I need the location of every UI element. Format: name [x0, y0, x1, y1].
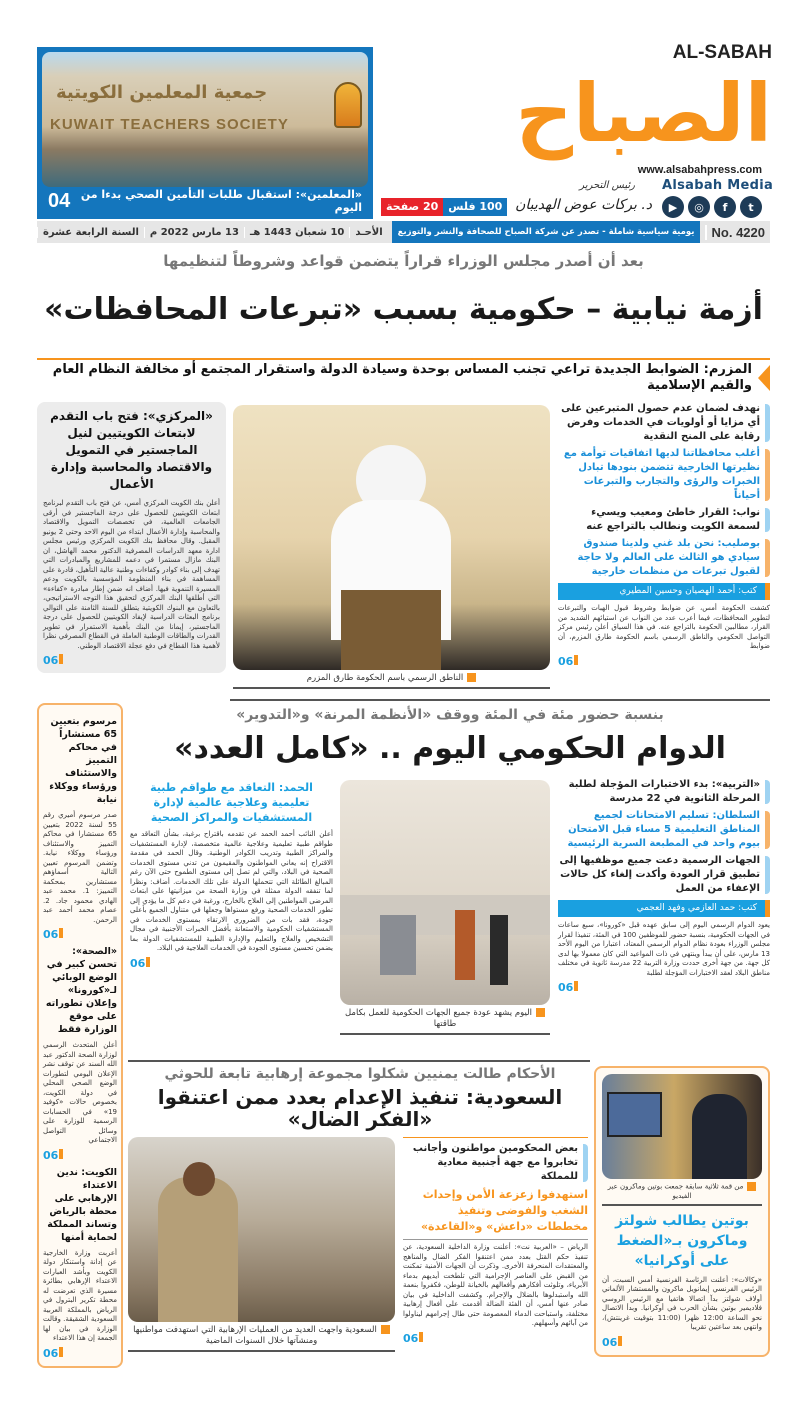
central-bank-body: أعلن بنك الكويت المركزي أمس، عن فتح باب التقدم لبرنامج ابتعاث الكويتيين للحصول على درجة الماجستير في أرقى الجامعات العالمية، في تخصصات التمويل والاقتصاد والمحاسبة وإدارة الأعمال ابتداء من اليوم الاحد وحتى 2 يونيو المقبل. وقال محافظ بنك الكويت المركزي ورئيس مجلس ادارة معهد الدراسات المصرفية الدكتور محمد الهاشل، ان البنك مازال مستمرا في دعمه للمشاريع والمبادرات التي تهدف إلى بناء كوادر وكفاءات وطنية عالية التأهيل، قادرة على المساهمة في بناء المنظومة المؤسسية بالكويت ودعم المسيرة التنموية فيها. أضاف انه ضمن إطار مبادرة «كفاءة» التي أطلقها البنك المركزي لتحقيق هذا التوجه الاستراتيجي، بالتعاون مع البنوك الكويتية يتطلق للسنة الثامنة على التوالي برنامج البعثات الدراسية لإيفاد الكويتيين للحصول على درجة الماجستير، إيمانا من البنك بأهمية الاستمرار في تطوير القدرات والطاقات الوطنية العاملة في القطاع المصرفي نظرا لأهمية هذا القطاع في دفع عجلة الاقتصاد الوطني. [43, 499, 220, 650]
central-bank-page-link[interactable]: 06 [43, 654, 220, 667]
dawam-photo [340, 780, 550, 1005]
teaser-sign-en: KUWAIT TEACHERS SOCIETY [50, 116, 289, 133]
editor-signature: د. بركات عوض الهديبان [515, 197, 652, 213]
price-box [381, 198, 507, 216]
dawam-column [558, 778, 770, 994]
lead-kicker: بعد أن أصدر مجلس الوزراء قراراً يتضمن قواعد وشروطاً لتنظيمها [163, 252, 644, 270]
divider [230, 699, 770, 701]
logo-english: AL-SABAH [672, 42, 772, 63]
saudi-kicker: الأحكام طالت يمنيين شكلوا مجموعة إرهابية تابعة للحوثي [164, 1066, 556, 1082]
lead-bullet: نواب: القرار خاطئ ومعيب ويسيء لسمعة الكويت ونطالب بالتراجع عنه [558, 506, 770, 534]
lead-headline[interactable]: أزمة نيابية – حكومية بسبب «تبرعات المحافظات» [44, 292, 763, 327]
dawam-headline[interactable]: الدوام الحكومي اليوم .. «كامل العدد» [174, 731, 726, 766]
saudi-photo-caption [128, 1322, 395, 1352]
saudi-subhead: بعض المحكومين مواطنون وأجانب تخابروا مع جهة أجنبية معادية للمملكة [403, 1142, 588, 1184]
teaser-sign-ar: جمعية المعلمين الكويتية [56, 82, 268, 103]
lead-photo-block [233, 405, 550, 689]
caption-text: الناطق الرسمي باسم الحكومة طارق المزرم [306, 673, 464, 683]
putin-box [594, 1066, 770, 1357]
triangle-marker-icon [758, 365, 770, 391]
lead-page-link[interactable]: 06 [558, 655, 770, 668]
price: 100 فلس [443, 198, 507, 216]
dawam-photo-block [340, 780, 550, 1035]
teaser-photo [42, 52, 368, 187]
lead-bullet: نهدف لضمان عدم حصول المتبرعين على أي مزايا أو أولويات في الخدمات وفرض رقابة على المنح النقدية [558, 402, 770, 444]
brief-title[interactable]: الكويت: ندين الاعتداء الإرهابي على محطة بالرياض وتساند المملكة لحماية أمنها [47, 1166, 117, 1243]
divider [128, 1060, 590, 1062]
hijri-date: 10 شعبان 1443 هـ [244, 227, 349, 238]
caption-text: من قمة ثلاثية سابقة جمعت بوتين وماكرون عبر الفيديو [607, 1182, 744, 1200]
brief-page-link[interactable]: 06 [43, 1149, 117, 1162]
dawam-page-link[interactable]: 06 [558, 981, 770, 994]
weekday: الأحـد [349, 227, 387, 238]
putin-page-link[interactable]: 06 [602, 1336, 762, 1349]
central-bank-box [37, 402, 226, 673]
dawam-bullet: السلطان: تسليم الامتحانات لجميع المناطق التعليمية 5 مساء قبل الامتحان بيوم واحد في المطبعة السرية الرئيسية [558, 809, 770, 851]
gregorian-date: 13 مارس 2022 م [144, 227, 244, 238]
website-url[interactable]: www.alsabahpress.com [637, 164, 762, 176]
saudi-photo-block [128, 1137, 395, 1352]
brief-page-link[interactable]: 06 [43, 928, 117, 941]
lead-photo-caption [233, 670, 550, 689]
sidebar-briefs [37, 703, 123, 1368]
facebook-icon[interactable]: f [714, 196, 736, 218]
dawam-kicker: بنسبة حضور مئة في المئة ووقف «الأنظمة المرنة» و«التدوير» [236, 707, 664, 723]
dawam-body: يعود الدوام الرسمي اليوم إلى سابق عهده قبل «كورونا»، سبع ساعات في الجهات الحكومية، بنسبة حضور للموظفين 100 في المئة، تنفيذا لقرار مجلس الوزراء بعودة نظام الدوام الرسمي المعتاد، اعتبارا من اليوم الأحد 13 مارس، على أن يبدأ وينتهي في ذات المواعيد التي كان معمولا بها لدى كل جهة. من جهة أخرى حددت وزارة التربية 22 مدرسة ثانوية في مختلف مناطق البلاد لعقد الاختبارات المؤجلة لطلبة [558, 921, 771, 977]
tagline: يومية سياسية شاملة - تصدر عن شركة الصباح للصحافة والنشر والتوزيع [392, 221, 701, 243]
dawam-bullet: الجهات الرسمية دعت جميع موظفيها إلى تطبيق قرار العودة وأكدت إلغاء كل حالات الإعفاء من العمل [558, 854, 770, 896]
dawam-byline: كتب: حمد العازمي وفهد العجمي [558, 900, 770, 917]
alhamad-page-link[interactable]: 06 [130, 957, 333, 970]
teaser-page-number: 04 [48, 189, 71, 212]
lead-subhead-bar [37, 358, 770, 396]
teaser-box[interactable] [37, 47, 373, 219]
lead-photo [233, 405, 550, 670]
dawam-bullet: «التربية»: بدء الاختبارات المؤجلة لطلبة المرحلة الثانوية في 22 مدرسة [558, 778, 770, 806]
central-bank-title[interactable]: «المركزي»: فتح باب التقدم لابتعاث الكويتيين لنيل الماجستير في التمويل والاقتصاد والمحاسبة وإدارة الأعمال [50, 409, 213, 491]
newspaper-logo [380, 42, 772, 177]
lead-body: كشفت الحكومة أمس، عن ضوابط وشروط قبول الهبات والتبرعات لتطوير المحافظات، فيما أعرب عدد من النواب عن استيائهم الشديد من القرار، مطالبين الحكومة بالتراجع عنه. في هذا السياق أعلن رئيس مركز التواصل الحكومي والناطق الرسمي باسم الحكومة طارق المزرم، أن ضوابط [558, 604, 770, 650]
alhamad-body: أعلن النائب أحمد الحمد عن تقدمه باقتراح برغبة، بشأن التعاقد مع طواقم طبية تعليمية وعلاجية عالمية متخصصة، لإدارة المستشفيات والمراكز الطبية وتدريب الكوادر الوطنية. وقال الحمد في مقدمة الاقتراح إنه يعاني المواطنون والمقيمون من تدني مستوى الخدمات الصحية في البلاد، والتي لم تصل إلى مستوى الطموح حتى الآن رغم المبالغ الطائلة التي تتحملها الدولة على تلك الخدمات. أضاف: ونظرا لما تنفقه الدولة ممثلة في وزارة الصحة من ميزانيتها على ابتعاث المرضى المواطنين إلى العلاج بالخارج، ورغبة في دعم كل ما يؤدي إلى تطور الخدمات الصحية ورفع مستواها وجعلها في متناول الجميع بأعلى جودة، فقد بات من الضروري الارتقاء بمستوى الخدمات في المستشفيات الحكومية والاستعانة بأفضل الخبرات الأجنبية في مجال التشخيص والعلاج والتعليم والإدارة الطبية للمستشفيات الدولة بما يضمن تحسين مستوى الجودة في الخدمات العلاجية في البلاد. [130, 830, 333, 952]
brief-title[interactable]: «الصحة»: تحسن كبير في الوضع الوبائي لـ«كورونا» وإعلان تطوراته على موقع الوزارة فقط [45, 946, 117, 1035]
editor-label: رئيس التحرير [579, 180, 635, 191]
logo-arabic: الصباح [515, 67, 772, 160]
brief-page-link[interactable]: 06 [43, 1347, 117, 1360]
alhamad-headline[interactable]: الحمد: التعاقد مع طواقم طبية تعليمية وعلاجية عالمية لإدارة المستشفيات والمراكز الصحية [150, 781, 313, 824]
brief-body: أعربت وزارة الخارجية عن إدانة واستنكار دولة الكويت وبأشد العبارات الاعتداء الإرهابي بطائرة مسيرة الذي تعرضت له محطة تكرير البترول في الرياض بالمملكة العربية السعودية الشقيقة. وقالت الوزارة في بيان لها الجمعة إن هذا الاعتداء [43, 1248, 117, 1342]
page-count: 20 صفحة [381, 198, 443, 216]
date-bar [37, 221, 770, 243]
alhamad-article [130, 780, 333, 970]
instagram-icon[interactable]: ◎ [688, 196, 710, 218]
brief-title[interactable]: مرسوم بتعيين 65 مستشاراً في محاكم التمييز والاستئناف ورؤساء ووكلاء نيابة [49, 716, 117, 805]
youtube-icon[interactable]: ▶ [662, 196, 684, 218]
teaser-title[interactable]: «المعلمين»: استقبال طلبات التأمين الصحي بدءا من اليوم [80, 188, 362, 214]
issue-number: No. 4220 [705, 225, 770, 240]
putin-headline[interactable]: بوتين يطالب شولتز وماكرون بـ«الضغط على أوكرانيا» [615, 1212, 749, 1269]
twitter-icon[interactable]: t [740, 196, 762, 218]
caption-text: اليوم يشهد عودة جميع الجهات الحكومية للعمل بكامل طاقتها [344, 1008, 532, 1029]
lead-byline: كتب: أحمد الهصيان وحسين المطيري [558, 583, 770, 600]
media-label: Alsabah Media [662, 178, 774, 193]
dawam-photo-caption [340, 1005, 550, 1035]
caption-text: السعودية واجهت العديد من العمليات الإرهابية التي استهدفت مواطنيها ومنشآتها خلال السنوات الماضية [133, 1325, 377, 1346]
lead-column [558, 402, 770, 668]
society-emblem-icon [334, 82, 362, 128]
putin-photo-caption [602, 1179, 762, 1206]
saudi-subhead-orange: استهدفوا زعزعة الأمن وإحداث الشغب والفوضى وتنفيذ مخططات «داعش» و«القاعدة» [420, 1188, 588, 1233]
saudi-page-link[interactable]: 06 [403, 1332, 588, 1345]
lead-bullet: أغلب محافظاتنا لديها اتفاقيات توأمة مع نظيرتها الخارجية تتضمن بنودها تبادل الخبرات والرؤى والتجارب والتبرعات أحياناً [558, 447, 770, 503]
social-icons [662, 196, 762, 218]
lead-subhead: المزرم: الضوابط الجديدة تراعي تجنب المساس بوحدة وسيادة الدولة واستقرار المجتمع أو مخالفة النظام العام والقيم الإسلامية [52, 362, 752, 393]
putin-body: «وكالات»: أعلنت الرئاسة الفرنسية أمس السبت، أن الرئيس الفرنسي إيمانويل ماكرون والمستشار الألماني أولاف شولتز بدآ اتصالا هاتفيا مع الرئيس الروسي فلاديمير بوتين بشأن الحرب في أوكرانيا. وبدأ الاتصال نحو الساعة 12:00 ظهرا (11:00 بتوقيت غرينتش)، وانتهى بعد ساعتين تقريبا [602, 1275, 762, 1331]
volume-year: السنة الرابعة عشرة [37, 227, 144, 238]
lead-bullet: بوصليب: نحن بلد غني ولدينا صندوق سيادي هو الثالث على العالم ولا حاجة لقبول تبرعات من منظمات خارجية [558, 537, 770, 579]
brief-body: أعلن المتحدث الرسمي لوزارة الصحة الدكتور عبد الله السند عن توقف نشر الإعلان اليومي لتطورات الوضع الصحي المحلي في دولة الكويت، بخصوص حالات «كوفيد 19» في الحسابات الرسمية للوزارة على وسائل التواصل الاجتماعي [43, 1041, 117, 1144]
putin-photo [602, 1074, 762, 1179]
saudi-column [403, 1137, 588, 1345]
saudi-photo [128, 1137, 395, 1322]
brief-body: صدر مرسوم أميري رقم 55 لسنة 2022 بتعيين 65 مستشارا في محاكم التمييز والاستئناف ورؤساء ووكلاء نيابة. وتضمن المرسوم تعيين التالية أسماؤهم مستشارين بمحكمة التمييز: 1. محمد عبد الهادي محمود جاد. 2. عصام محمد أحمد عبد الرحمن. [43, 811, 117, 924]
saudi-body: الرياض – «العربية نت»: أعلنت وزارة الداخلية السعودية، عن تنفيذ حكم القتل بعدد ممن اعتنقوا الفكر الضال والمناهج والمعتقدات المنحرفة الأخرى. وذكرت أن الجهات الأمنية تمكنت من القبض على العناصر الإجرامية التي تلطخت أيديهم بدماء الأبرياء، وتلوثت أفكارهم وأفعالهم بالخيانة للوطن، فكفروا بنعمة الله واستبدلوها بالضلال والإجرام. وكشفت الداخلية في بيان صادر عنها أمس، أن الفئة الضالة أقدمت على أفعال إرهابية مختلفة، واستباحت الدماء المعصومة حتى طال إجرامهم ليناولوا من آبائهم وأسهلهم. [403, 1239, 588, 1329]
saudi-headline[interactable]: السعودية: تنفيذ الإعدام بعدد ممن اعتنقوا «الفكر الضال» [157, 1085, 563, 1131]
